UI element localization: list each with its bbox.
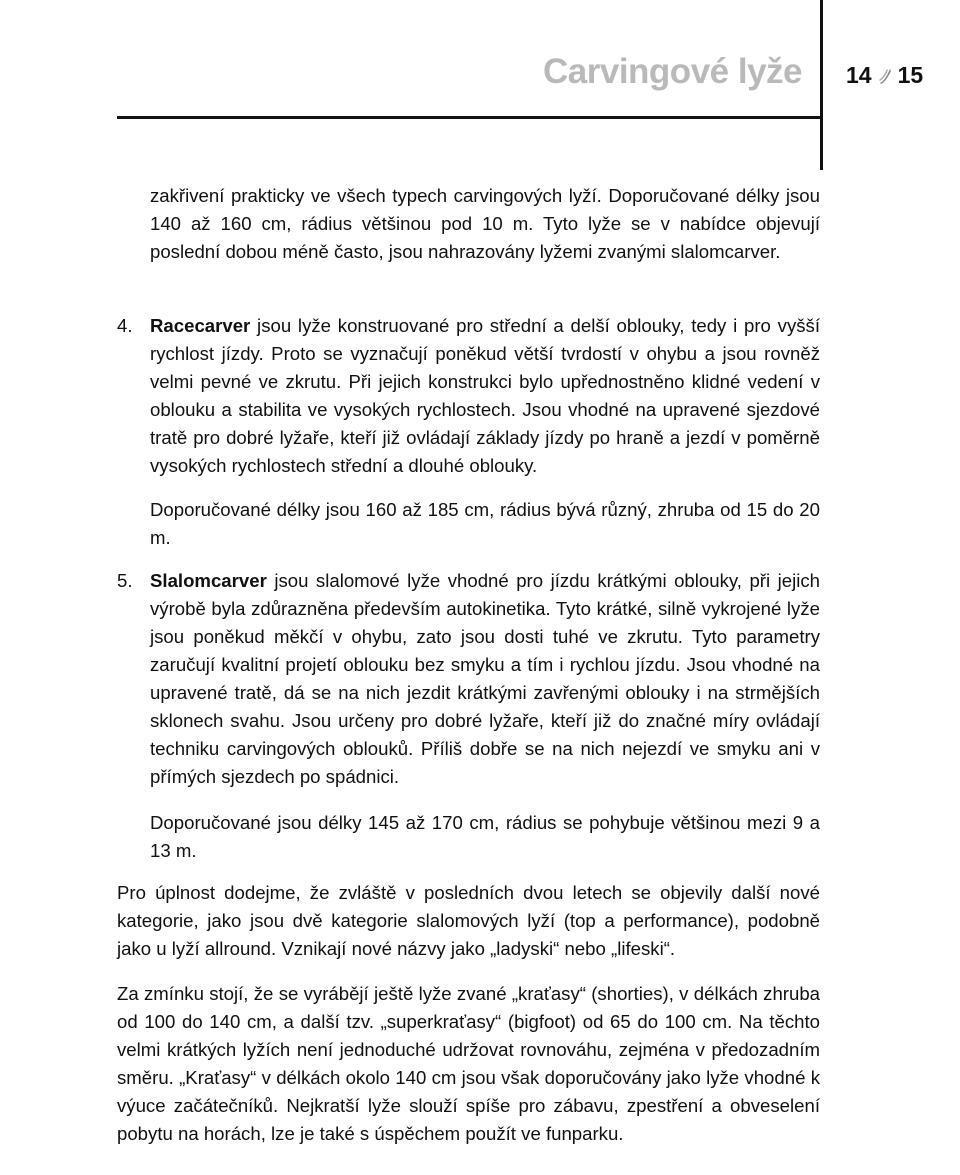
page-number-left: 14 — [846, 62, 872, 88]
slalomcarver-lengths: Doporučované jsou délky 145 až 170 cm, rádius se pohybuje většinou mezi 9 a 13 m. — [150, 812, 820, 861]
slalomcarver-description: jsou slalomové lyže vhodné pro jízdu krátkými oblouky, při jejich výrobě byla zdůrazněna především autokinetika. Tyto krátké, silně vykrojené lyže jsou poněkud měkčí v ohybu, zato jsou dosti tuhé ve zkrutu. Tyto parametry zaručují kvalitní projetí oblouku bez smyku a tím i rychlou jízdu. Jsou vhodné na upravené tratě, dá se na nich jezdit krátkými zavřenými oblouky i na strmějších sklonech svahu. Jsou určeny pro dobré lyžaře, kteří již do značné míry ovládají techniku carvingových oblouků. Příliš dobře se na nich nejezdí ve smyku ani v přímých sjezdech po spádnici. — [150, 570, 820, 787]
paragraph-new-categories: Pro úplnost dodejme, že zvláště v posledních dvou letech se objevily další nové kategorie, jako jsou dvě kategorie slalomových lyží (top a performance), podobně jako u lyží allround. Vznikají nové názvy jako „ladyski“ nebo „lifeski“. — [117, 882, 820, 959]
ski-separator-icon — [878, 67, 892, 85]
continuation-paragraph: zakřivení prakticky ve všech typech carvingových lyží. Doporučované délky jsou 140 až 160 cm, rádius většinou pod 10 m. Tyto lyže se v nabídce objevují poslední dobou méně často, jsou nahrazovány lyžemi zvanými slalomcarver. — [150, 185, 820, 262]
racecarver-lengths: Doporučované délky jsou 160 až 185 cm, rádius bývá různý, zhruba od 15 do 20 m. — [150, 499, 820, 548]
page-number-right: 15 — [897, 62, 924, 88]
racecarver-description: jsou lyže konstruované pro střední a delší oblouky, tedy i pro vyšší rychlost jízdy. Proto se vyznačují poněkud větší tvrdostí v ohybu a jsou rovněž velmi pevné ve zkrutu. Při jejich konstrukci bylo upřednostněno klidné vedení v oblouku a stabilita ve vysokých rychlostech. Jsou vhodné na upravené sjezdové tratě pro dobré lyžaře, kteří již ovládají základy jízdy po hraně a jezdí v poměrně vysokých rychlostech střední a dlouhé oblouky. — [150, 315, 820, 476]
list-item-racecarver — [150, 312, 820, 480]
term-slalomcarver: Slalomcarver — [150, 570, 267, 591]
paragraph-short-skis: Za zmínku stojí, že se vyrábějí ještě lyže zvané „kraťasy“ (shorties), v délkách zhruba od 100 do 140 cm, a další tzv. „superkraťasy“ (bigfoot) od 65 do 100 cm. Na těchto velmi krátkých lyžích není jednoduché udržovat rovnováhu, zejména v předozadním směru. „Kraťasy“ v délkách okolo 140 cm jsou však doporučovány jako lyže vhodné k výuce začátečníků. Nejkratší lyže slouží spíše pro zábavu, zpestření a obveselení pobytu na horách, lze je také s úspěchem použít ve funparku. — [117, 983, 820, 1144]
running-title: Carvingové lyže — [543, 52, 802, 91]
list-number-5: 5. — [117, 570, 133, 591]
term-racecarver: Racecarver — [150, 315, 251, 336]
list-item-slalomcarver — [150, 567, 820, 791]
page-numbers — [846, 62, 923, 89]
header-rule-horizontal — [117, 116, 820, 119]
list-number-4: 4. — [117, 315, 133, 336]
header-rule-vertical — [820, 0, 823, 170]
